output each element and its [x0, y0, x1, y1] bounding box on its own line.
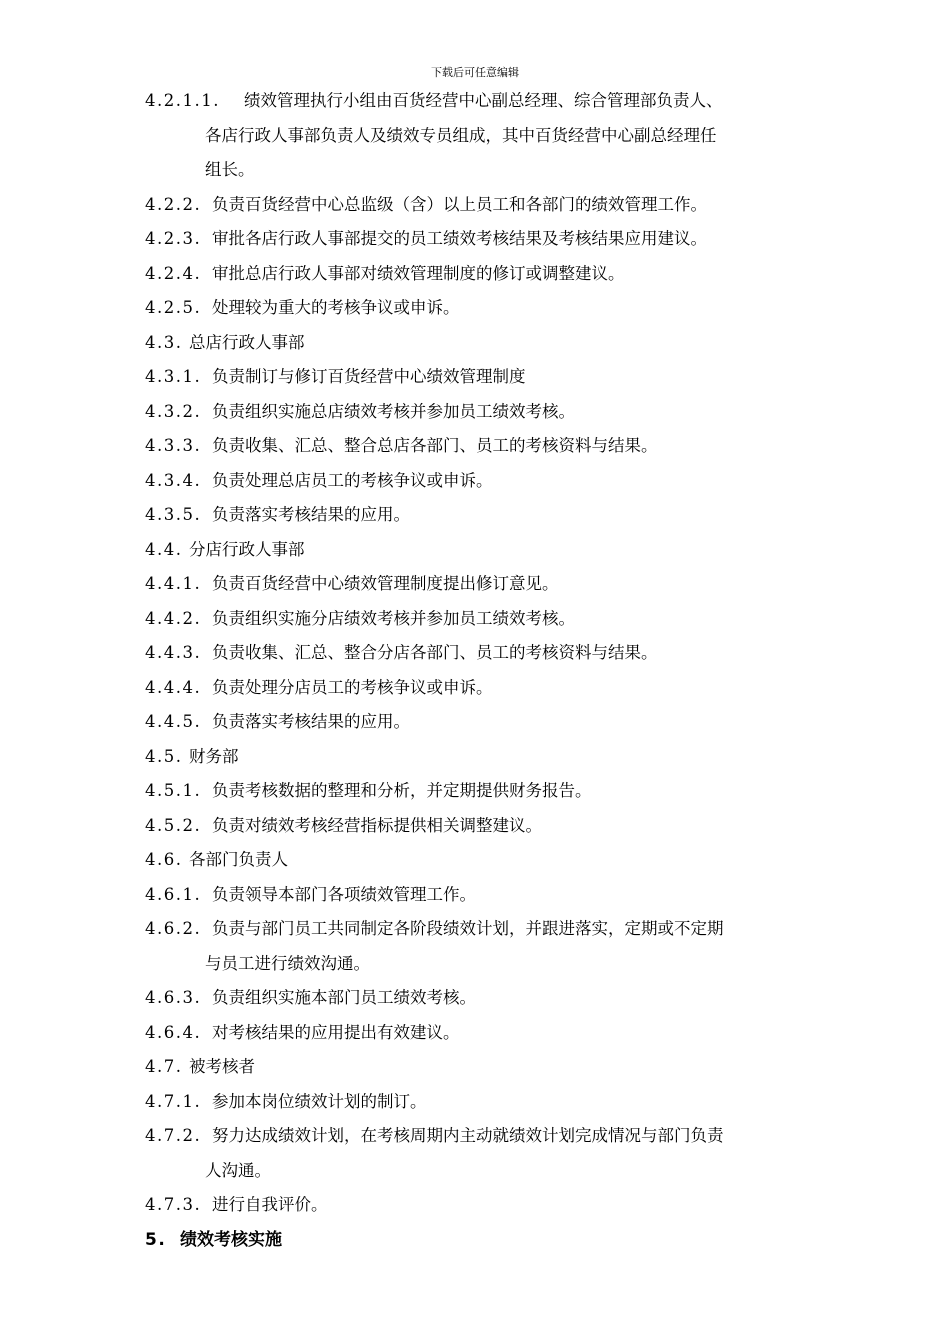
item-number: 4.3.1. — [145, 367, 202, 386]
item-number: 4.6. — [145, 850, 183, 869]
list-item — [145, 878, 815, 913]
list-item — [145, 498, 815, 533]
item-text-continuation: 人沟通。 — [205, 1160, 271, 1180]
list-item — [145, 1119, 815, 1154]
list-item — [145, 360, 815, 395]
list-item — [145, 912, 815, 947]
item-number: 4.7.1. — [145, 1091, 202, 1111]
item-text: 审批各店行政人事部提交的员工绩效考核结果及考核结果应用建议。 — [212, 229, 707, 248]
list-item — [145, 188, 815, 223]
item-text: 负责处理总店员工的考核争议或申诉。 — [212, 470, 493, 490]
item-text: 负责组织实施本部门员工绩效考核。 — [212, 988, 476, 1007]
item-number: 4.4. — [145, 539, 183, 559]
page-header: 下载后可任意编辑 — [431, 66, 519, 79]
list-item — [145, 429, 815, 464]
list-item — [145, 1050, 815, 1085]
item-text: 被考核者 — [189, 1057, 255, 1076]
item-number: 4.2.1.1. — [145, 91, 220, 110]
item-text-continuation: 与员工进行绩效沟通。 — [205, 953, 370, 973]
item-number: 4.6.1. — [145, 884, 202, 904]
item-number: 4.3.5. — [145, 505, 202, 524]
item-number: 4.6.3. — [145, 988, 202, 1007]
item-text: 负责组织实施总店绩效考核并参加员工绩效考核。 — [212, 401, 575, 421]
document-body — [145, 84, 815, 1257]
item-number: 4.3.4. — [145, 470, 202, 490]
item-number: 4.7.3. — [145, 1195, 202, 1214]
item-number: 4.4.3. — [145, 643, 202, 662]
item-text: 各部门负责人 — [189, 850, 288, 869]
item-text: 绩效管理执行小组由百货经营中心副总经理、综合管理部负责人、 — [244, 91, 723, 110]
item-text: 参加本岗位绩效计划的制订。 — [212, 1091, 427, 1111]
list-item — [145, 774, 815, 809]
list-item — [145, 84, 815, 119]
item-number: 4.5.1. — [145, 781, 202, 800]
item-number: 4.4.4. — [145, 677, 202, 697]
item-number: 4.5. — [145, 746, 183, 766]
item-text: 负责组织实施分店绩效考核并参加员工绩效考核。 — [212, 608, 575, 628]
list-item — [145, 464, 815, 499]
item-text: 进行自我评价。 — [212, 1195, 328, 1214]
section-title: 绩效考核实施 — [180, 1229, 282, 1250]
item-number: 4.4.5. — [145, 712, 202, 731]
item-text: 负责制订与修订百货经营中心绩效管理制度 — [212, 367, 526, 386]
item-number: 4.2.2. — [145, 194, 202, 214]
item-text: 总店行政人事部 — [189, 332, 305, 352]
item-number: 4.3. — [145, 332, 183, 352]
item-text: 负责落实考核结果的应用。 — [212, 712, 410, 731]
item-text: 负责领导本部门各项绩效管理工作。 — [212, 884, 476, 904]
item-text: 处理较为重大的考核争议或申诉。 — [212, 298, 460, 317]
item-text: 审批总店行政人事部对绩效管理制度的修订或调整建议。 — [212, 263, 625, 283]
item-text: 负责百货经营中心绩效管理制度提出修订意见。 — [212, 574, 559, 593]
item-number: 4.2.3. — [145, 229, 202, 248]
item-number: 4.4.2. — [145, 608, 202, 628]
item-text: 负责收集、汇总、整合总店各部门、员工的考核资料与结果。 — [212, 436, 658, 455]
list-item — [145, 533, 815, 568]
list-item — [145, 602, 815, 637]
item-text: 对考核结果的应用提出有效建议。 — [212, 1022, 460, 1042]
item-number: 4.2.5. — [145, 298, 202, 317]
item-text: 负责落实考核结果的应用。 — [212, 505, 410, 524]
item-text: 负责百货经营中心总监级（含）以上员工和各部门的绩效管理工作。 — [212, 194, 707, 214]
list-item — [145, 395, 815, 430]
list-item — [145, 567, 815, 602]
item-number: 4.7.2. — [145, 1126, 202, 1145]
list-item — [145, 809, 815, 844]
list-item — [145, 981, 815, 1016]
item-number: 4.6.2. — [145, 919, 202, 938]
item-text: 负责对绩效考核经营指标提供相关调整建议。 — [212, 815, 542, 835]
item-number: 4.6.4. — [145, 1022, 202, 1042]
item-text: 财务部 — [189, 746, 239, 766]
item-text: 分店行政人事部 — [189, 539, 305, 559]
list-item — [145, 705, 815, 740]
list-item — [145, 257, 815, 292]
item-number: 4.3.3. — [145, 436, 202, 455]
list-item — [145, 1188, 815, 1223]
list-item-continuation — [145, 153, 815, 188]
list-item-continuation — [145, 119, 815, 154]
item-number: 4.3.2. — [145, 401, 202, 421]
list-item — [145, 222, 815, 257]
item-number: 4.5.2. — [145, 815, 202, 835]
item-text-continuation: 各店行政人事部负责人及绩效专员组成，其中百货经营中心副总经理任 — [205, 125, 717, 145]
list-item — [145, 740, 815, 775]
item-text: 负责考核数据的整理和分析，并定期提供财务报告。 — [212, 781, 592, 800]
item-text: 负责与部门员工共同制定各阶段绩效计划，并跟进落实，定期或不定期 — [212, 919, 724, 938]
list-item-continuation — [145, 947, 815, 982]
list-item-continuation — [145, 1154, 815, 1189]
item-number: 4.7. — [145, 1057, 183, 1076]
item-text: 努力达成绩效计划，在考核周期内主动就绩效计划完成情况与部门负责 — [212, 1126, 724, 1145]
list-item — [145, 1016, 815, 1051]
list-item — [145, 1085, 815, 1120]
item-number: 4.2.4. — [145, 263, 202, 283]
list-item — [145, 326, 815, 361]
item-text: 负责处理分店员工的考核争议或申诉。 — [212, 677, 493, 697]
section-heading — [145, 1223, 815, 1258]
section-number: 5. — [145, 1229, 167, 1250]
list-item — [145, 843, 815, 878]
item-text-continuation: 组长。 — [205, 160, 255, 179]
item-number: 4.4.1. — [145, 574, 202, 593]
list-item — [145, 636, 815, 671]
item-text: 负责收集、汇总、整合分店各部门、员工的考核资料与结果。 — [212, 643, 658, 662]
list-item — [145, 291, 815, 326]
list-item — [145, 671, 815, 706]
